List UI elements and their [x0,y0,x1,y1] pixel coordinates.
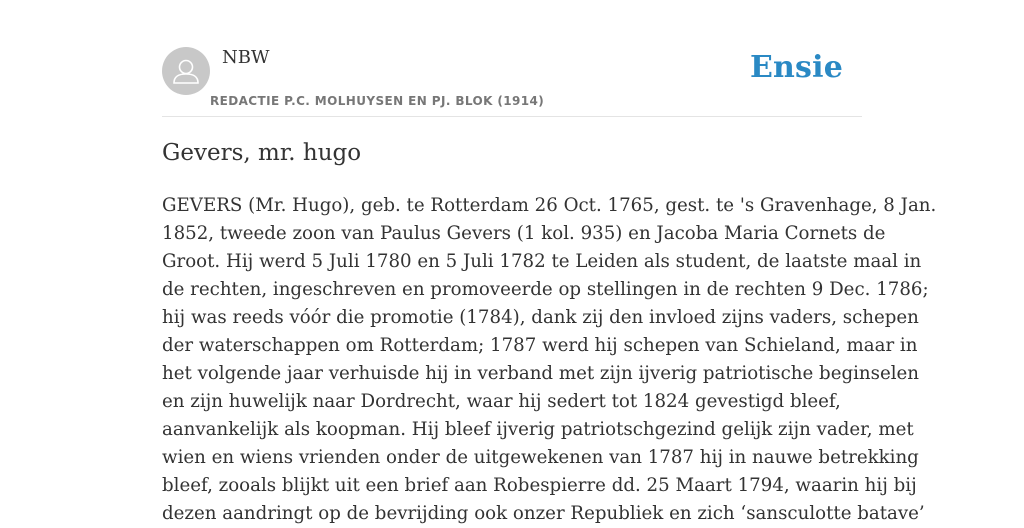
author-name[interactable]: NBW [222,47,270,68]
author-credit: REDACTIE P.C. MOLHUYSEN EN PJ. BLOK (1914) [210,94,545,108]
body-line: en zijn huwelijk naar Dordrecht, waar hij sedert tot 1824 gevestigd bleef, [162,391,841,412]
body-line: het volgende jaar verhuisde hij in verband met zijn ijverig patriotische beginselen [162,363,920,384]
body-line: wien en wiens vrienden onder de uitgewekenen van 1787 hij in nauwe betrekking [162,447,919,468]
body-line: de rechten, ingeschreven en promoveerde op stellingen in de rechten 9 Dec. 1786; [162,279,929,300]
body-line: dezen aandringt op de bevrijding ook onzer Republiek en zich ‘sansculotte batave’ [162,503,925,524]
article-page [162,0,937,524]
ensie-logo[interactable]: Ensie [749,50,843,85]
body-line: aanvankelijk als koopman. Hij bleef ijverig patriotschgezind gelijk zijn vader, met [162,419,914,440]
article-title: Gevers, mr. hugo [162,140,362,166]
author-avatar[interactable] [162,47,210,95]
user-silhouette-icon [162,47,210,95]
body-line: bleef, zooals blijkt uit een brief aan Robespierre dd. 25 Maart 1794, waarin hij bij [162,475,917,496]
article-body [162,192,937,528]
body-line: GEVERS (Mr. Hugo), geb. te Rotterdam 26 Oct. 1765, gest. te 's Gravenhage, 8 Jan. [162,195,937,216]
body-line: Groot. Hij werd 5 Juli 1780 en 5 Juli 1782 te Leiden als student, de laatste maal in [162,251,922,272]
body-line: 1852, tweede zoon van Paulus Gevers (1 kol. 935) en Jacoba Maria Cornets de [162,223,886,244]
body-line: der waterschappen om Rotterdam; 1787 werd hij schepen van Schieland, maar in [162,335,918,356]
article-header [162,0,862,117]
body-line: hij was reeds vóór die promotie (1784), dank zij den invloed zijns vaders, schepen [162,307,919,328]
